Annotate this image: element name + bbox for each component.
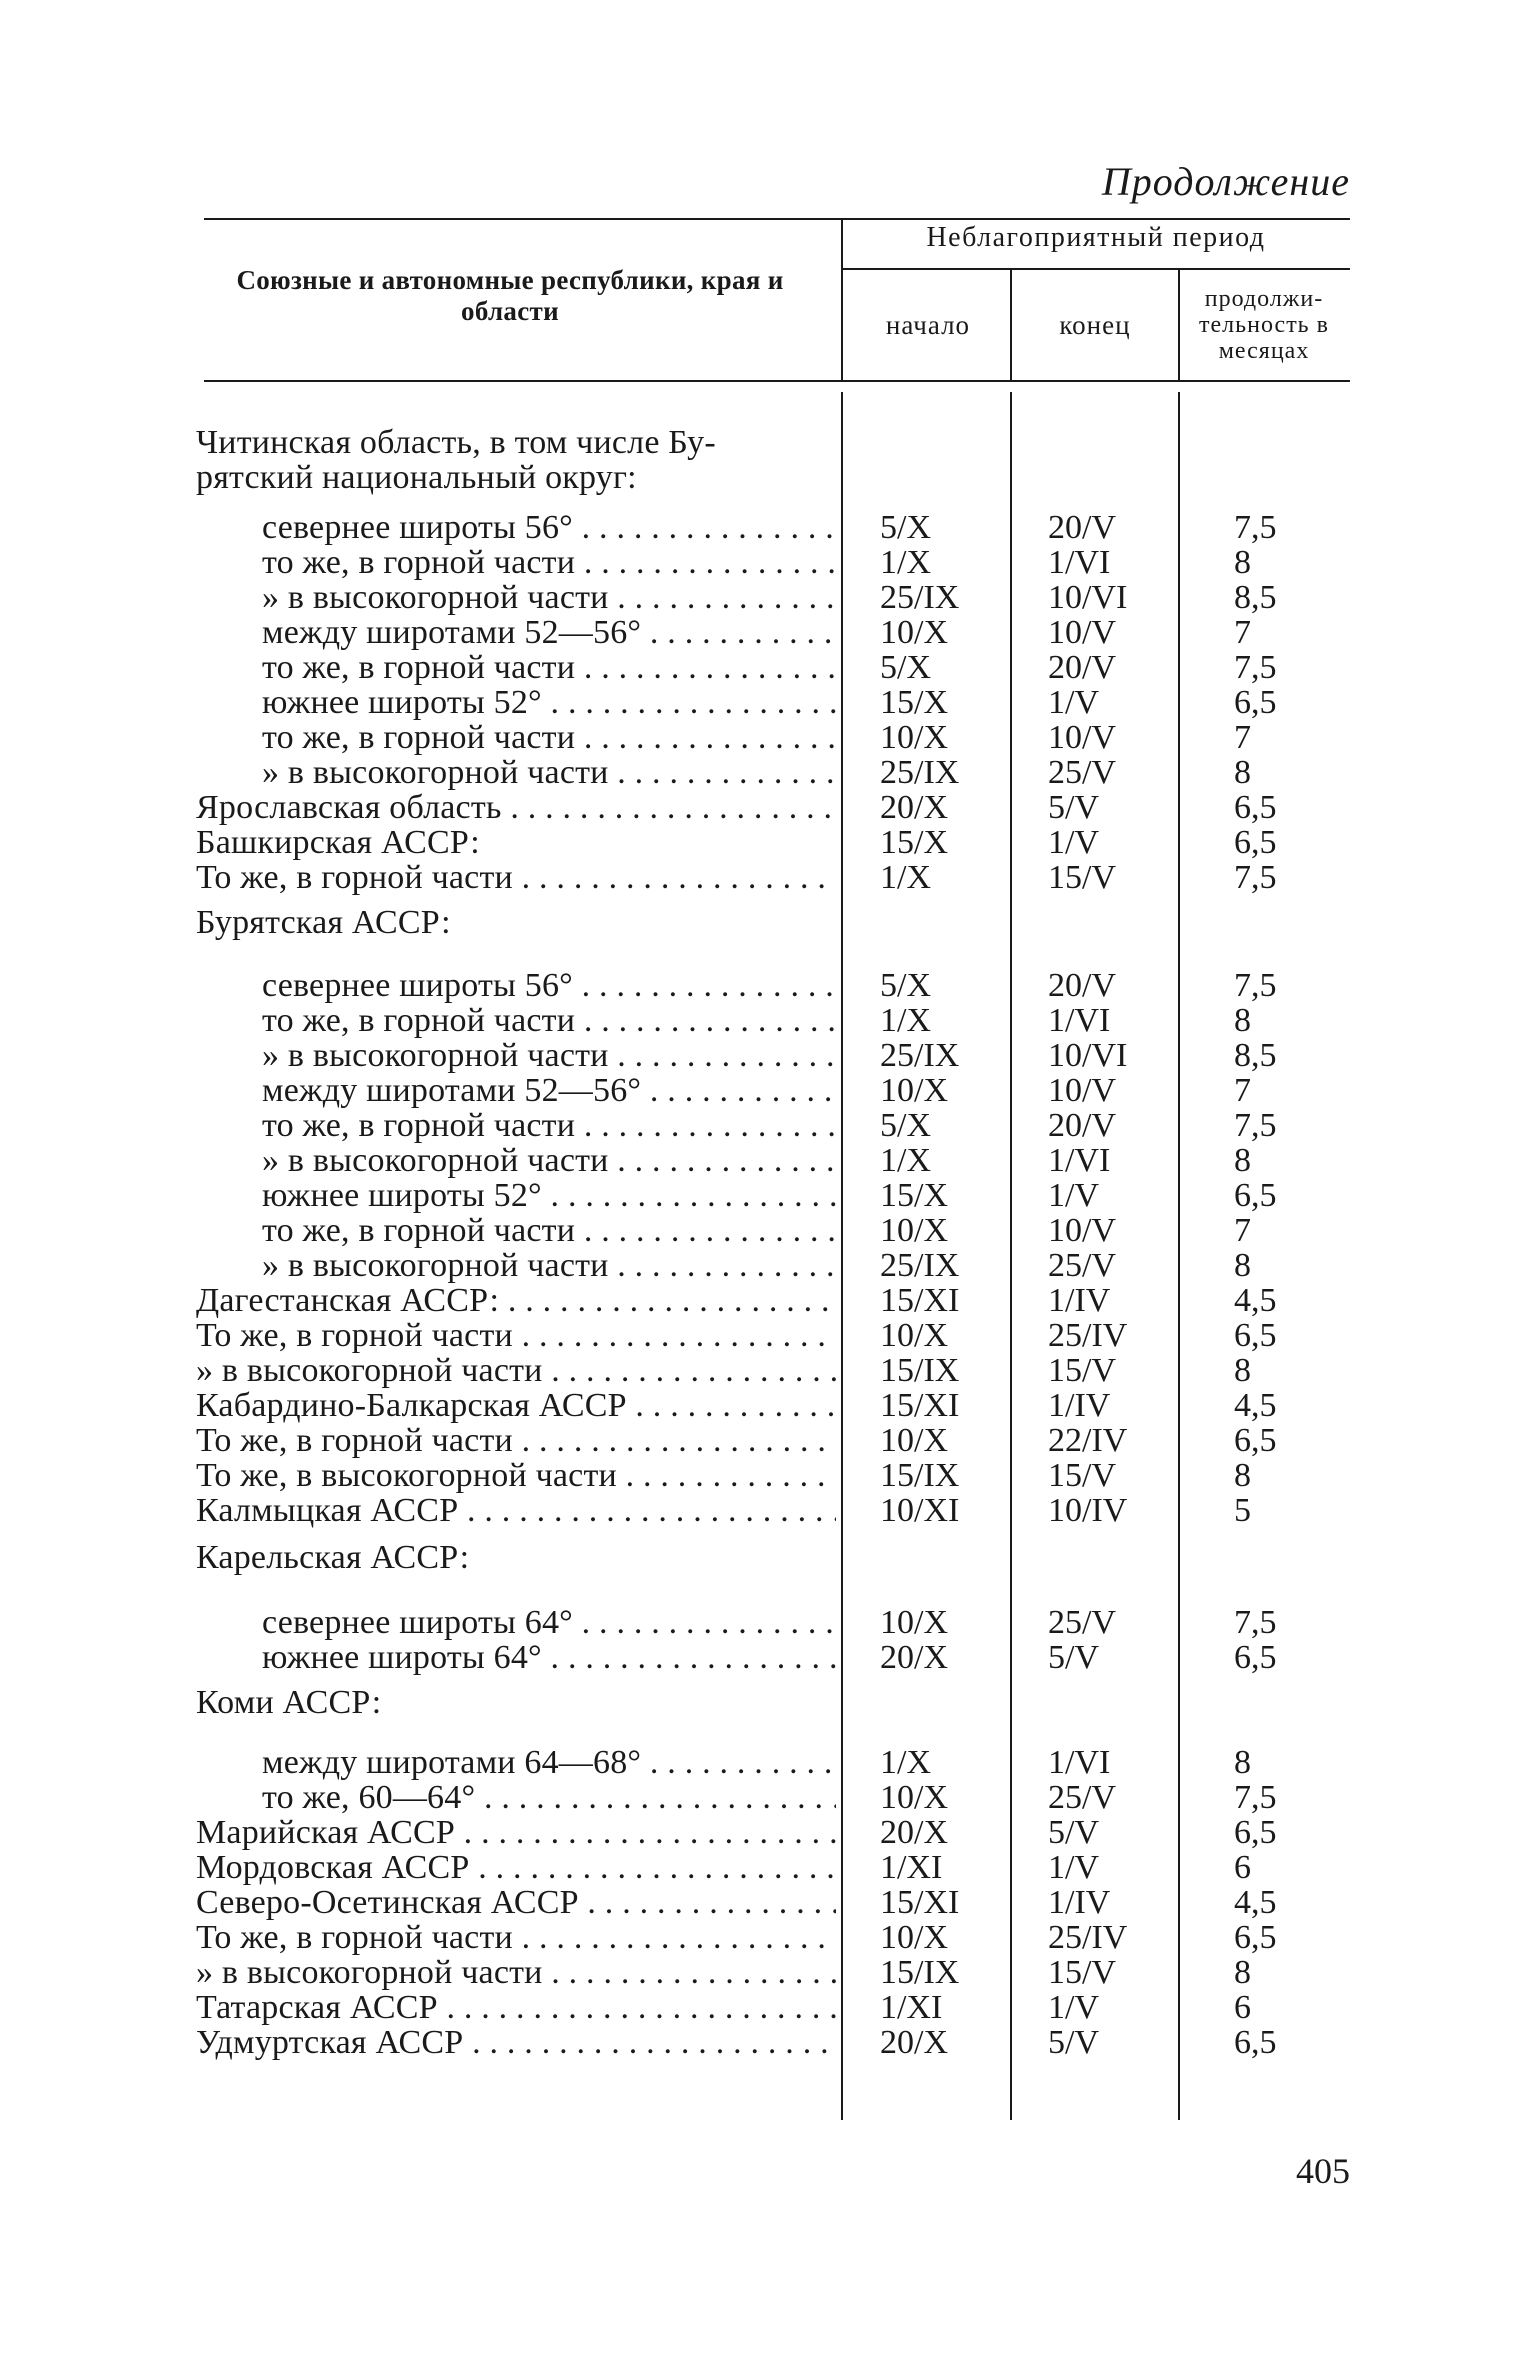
period-start: 10/XI: [880, 1492, 960, 1529]
period-start: 5/X: [880, 1107, 931, 1144]
region-name: Читинская область, в том числе Бу-: [196, 425, 716, 461]
region-name: » в высокогорной части . . .: [196, 1353, 836, 1389]
region-name: Татарская АССР . . .: [196, 1990, 836, 2026]
table-row: [0, 1605, 1534, 1641]
region-name: То же, в горной части . . .: [196, 1318, 836, 1354]
period-duration: 7,5: [1234, 859, 1277, 896]
period-duration: 6,5: [1234, 1177, 1277, 1214]
duration-column-header: продолжи-тельность в месяцах: [1199, 286, 1329, 364]
period-duration: 6: [1234, 1989, 1251, 2026]
period-duration: 7: [1234, 1212, 1251, 1249]
period-end: 10/V: [1048, 614, 1116, 651]
period-start: 15/X: [880, 824, 948, 861]
region-name: Северо-Осетинская АССР . . .: [196, 1885, 836, 1921]
region-name: то же, в горной части . . .: [262, 1108, 836, 1144]
period-duration: 8: [1234, 754, 1251, 791]
region-name: » в высокогорной части . . .: [196, 1955, 836, 1991]
period-end: 1/VI: [1048, 1142, 1111, 1179]
period-end: 1/VI: [1048, 544, 1111, 581]
continuation-label: Продолжение: [1101, 159, 1350, 204]
period-end: 25/IV: [1048, 1317, 1128, 1354]
region-name: южнее широты 64° . . .: [262, 1640, 836, 1676]
period-start: 10/X: [880, 719, 948, 756]
table-row: [0, 968, 1534, 1004]
period-end: 25/V: [1048, 1247, 1116, 1284]
period-duration: 6,5: [1234, 1919, 1277, 1956]
period-end: 5/V: [1048, 789, 1099, 826]
region-name: между широтами 52—56° . . .: [262, 1073, 836, 1109]
period-column-header: Неблагоприятный период: [926, 222, 1266, 253]
period-end: 1/V: [1048, 1849, 1099, 1886]
period-duration: 8: [1234, 1352, 1251, 1389]
period-duration: 8: [1234, 1744, 1251, 1781]
region-name: севернее широты 56° . . .: [262, 510, 836, 546]
period-end: 1/IV: [1048, 1884, 1111, 1921]
period-start: 5/X: [880, 649, 931, 686]
period-start: 20/X: [880, 2024, 948, 2061]
start-column-header: начало: [885, 310, 971, 340]
period-start: 10/X: [880, 1919, 948, 1956]
period-start: 15/IX: [880, 1352, 960, 1389]
region-name: Марийская АССР . . .: [196, 1815, 836, 1851]
period-duration: 7: [1234, 614, 1251, 651]
table-row: [0, 1885, 1534, 1921]
period-start: 25/IX: [880, 1247, 960, 1284]
table-row: [0, 580, 1534, 616]
region-column-header: Союзные и автономные республики, края и области: [236, 265, 784, 326]
period-end: 1/V: [1048, 1177, 1099, 1214]
period-duration: 7,5: [1234, 1779, 1277, 1816]
period-duration: 6,5: [1234, 824, 1277, 861]
table-row: [0, 510, 1534, 546]
region-name: То же, в горной части . . .: [196, 860, 836, 896]
region-name: Дагестанская АССР: . . .: [196, 1283, 836, 1319]
region-name: Удмуртская АССР . . .: [196, 2025, 836, 2061]
table-row: [0, 615, 1534, 651]
period-end: 1/IV: [1048, 1387, 1111, 1424]
period-start: 15/X: [880, 684, 948, 721]
region-name: Карельская АССР:: [196, 1540, 470, 1576]
table-row: [0, 1143, 1534, 1179]
table-row: [0, 790, 1534, 826]
table-row: [0, 1540, 1534, 1576]
period-start: 10/X: [880, 1604, 948, 1641]
region-name: Ярославская область . . .: [196, 790, 836, 826]
period-end: 10/V: [1048, 1212, 1116, 1249]
table-row: [0, 1745, 1534, 1781]
table-row: [0, 1955, 1534, 1991]
region-name: То же, в горной части . . .: [196, 1920, 836, 1956]
period-start: 1/X: [880, 544, 931, 581]
period-duration: 4,5: [1234, 1282, 1277, 1319]
period-start: 25/IX: [880, 754, 960, 791]
table-row: [0, 545, 1534, 581]
period-start: 10/X: [880, 1212, 948, 1249]
region-name: южнее широты 52° . . .: [262, 1178, 836, 1214]
region-name: Кабардино-Балкарская АССР . . .: [196, 1388, 836, 1424]
period-duration: 5: [1234, 1492, 1251, 1529]
period-end: 5/V: [1048, 1814, 1099, 1851]
period-end: 25/V: [1048, 1779, 1116, 1816]
period-start: 1/XI: [880, 1989, 943, 2026]
table-row: [0, 1493, 1534, 1529]
period-start: 10/X: [880, 614, 948, 651]
table-row: [0, 1003, 1534, 1039]
region-name: Башкирская АССР:: [196, 825, 480, 861]
table-row: [0, 1815, 1534, 1851]
table-row: [0, 905, 1534, 941]
period-start: 15/IX: [880, 1457, 960, 1494]
period-duration: 6,5: [1234, 1422, 1277, 1459]
region-name: » в высокогорной части . . .: [262, 580, 836, 616]
region-name: рятский национальный округ:: [196, 460, 637, 496]
period-duration: 7: [1234, 1072, 1251, 1109]
table-row: [0, 825, 1534, 861]
period-end: 10/V: [1048, 1072, 1116, 1109]
period-duration: 8: [1234, 1002, 1251, 1039]
table-row: [0, 1780, 1534, 1816]
period-duration: 6,5: [1234, 1317, 1277, 1354]
period-end: 25/V: [1048, 754, 1116, 791]
region-name: севернее широты 64° . . .: [262, 1605, 836, 1641]
region-name: то же, 60—64° . . .: [262, 1780, 836, 1816]
table-row: [0, 425, 1534, 461]
period-start: 20/X: [880, 789, 948, 826]
region-name: между широтами 64—68° . . .: [262, 1745, 836, 1781]
region-name: Мордовская АССР . . .: [196, 1850, 836, 1886]
period-start: 15/X: [880, 1177, 948, 1214]
period-duration: 6,5: [1234, 1814, 1277, 1851]
table-row: [0, 685, 1534, 721]
table-row: [0, 1213, 1534, 1249]
period-end: 20/V: [1048, 649, 1116, 686]
period-end: 1/VI: [1048, 1002, 1111, 1039]
period-duration: 6,5: [1234, 789, 1277, 826]
table-row: [0, 1388, 1534, 1424]
period-duration: 7,5: [1234, 649, 1277, 686]
table-row: [0, 650, 1534, 686]
region-name: » в высокогорной части . . .: [262, 755, 836, 791]
period-start: 15/IX: [880, 1954, 960, 1991]
period-duration: 6,5: [1234, 684, 1277, 721]
table-row: [0, 1178, 1534, 1214]
period-duration: 8,5: [1234, 579, 1277, 616]
period-end: 1/IV: [1048, 1282, 1111, 1319]
table-row: [0, 460, 1534, 496]
table-row: [0, 1108, 1534, 1144]
table-row: [0, 860, 1534, 896]
period-start: 15/XI: [880, 1884, 960, 1921]
period-start: 25/IX: [880, 1037, 960, 1074]
table-row: [0, 1248, 1534, 1284]
region-name: » в высокогорной части . . .: [262, 1038, 836, 1074]
period-duration: 8,5: [1234, 1037, 1277, 1074]
period-duration: 6,5: [1234, 1639, 1277, 1676]
table-row: [0, 1423, 1534, 1459]
region-name: То же, в горной части . . .: [196, 1423, 836, 1459]
period-start: 10/X: [880, 1422, 948, 1459]
period-duration: 7,5: [1234, 1604, 1277, 1641]
period-end: 5/V: [1048, 2024, 1099, 2061]
region-name: севернее широты 56° . . .: [262, 968, 836, 1004]
period-duration: 4,5: [1234, 1387, 1277, 1424]
region-name: » в высокогорной части . . .: [262, 1248, 836, 1284]
region-name: то же, в горной части . . .: [262, 720, 836, 756]
table-row: [0, 1640, 1534, 1676]
table-row: [0, 720, 1534, 756]
period-end: 15/V: [1048, 859, 1116, 896]
region-name: » в высокогорной части . . .: [262, 1143, 836, 1179]
period-end: 25/IV: [1048, 1919, 1128, 1956]
region-name: то же, в горной части . . .: [262, 650, 836, 686]
end-column-header: конец: [1059, 310, 1131, 340]
period-end: 20/V: [1048, 1107, 1116, 1144]
period-start: 1/X: [880, 859, 931, 896]
period-duration: 7,5: [1234, 509, 1277, 546]
period-duration: 7: [1234, 719, 1251, 756]
period-end: 20/V: [1048, 509, 1116, 546]
period-end: 25/V: [1048, 1604, 1116, 1641]
table-row: [0, 1038, 1534, 1074]
period-end: 1/VI: [1048, 1744, 1111, 1781]
table-row: [0, 1850, 1534, 1886]
table-row: [0, 755, 1534, 791]
region-name: Бурятская АССР:: [196, 905, 451, 941]
period-end: 20/V: [1048, 967, 1116, 1004]
table-row: [0, 1458, 1534, 1494]
table-row: [0, 1318, 1534, 1354]
table-row: [0, 1990, 1534, 2026]
region-name: Коми АССР:: [196, 1685, 382, 1721]
period-end: 1/V: [1048, 1989, 1099, 2026]
period-start: 10/X: [880, 1317, 948, 1354]
region-name: между широтами 52—56° . . .: [262, 615, 836, 651]
period-start: 20/X: [880, 1639, 948, 1676]
period-duration: 8: [1234, 544, 1251, 581]
period-duration: 7,5: [1234, 1107, 1277, 1144]
period-duration: 6: [1234, 1849, 1251, 1886]
period-end: 22/IV: [1048, 1422, 1128, 1459]
region-name: то же, в горной части . . .: [262, 1213, 836, 1249]
region-name: Калмыцкая АССР . . .: [196, 1493, 836, 1529]
period-end: 1/V: [1048, 684, 1099, 721]
period-end: 10/VI: [1048, 579, 1128, 616]
period-start: 10/X: [880, 1779, 948, 1816]
period-duration: 8: [1234, 1142, 1251, 1179]
table-row: [0, 1073, 1534, 1109]
period-end: 15/V: [1048, 1954, 1116, 1991]
table-row: [0, 1685, 1534, 1721]
region-name: южнее широты 52° . . .: [262, 685, 836, 721]
page-number: 405: [1296, 2151, 1350, 2191]
period-start: 20/X: [880, 1814, 948, 1851]
period-end: 15/V: [1048, 1352, 1116, 1389]
period-end: 15/V: [1048, 1457, 1116, 1494]
period-start: 15/XI: [880, 1387, 960, 1424]
period-start: 1/X: [880, 1744, 931, 1781]
region-name: то же, в горной части . . .: [262, 1003, 836, 1039]
period-duration: 8: [1234, 1954, 1251, 1991]
period-start: 1/X: [880, 1142, 931, 1179]
period-start: 10/X: [880, 1072, 948, 1109]
period-start: 5/X: [880, 509, 931, 546]
region-name: То же, в высокогорной части . . .: [196, 1458, 836, 1494]
region-name: то же, в горной части . . .: [262, 545, 836, 581]
period-duration: 6,5: [1234, 2024, 1277, 2061]
period-duration: 4,5: [1234, 1884, 1277, 1921]
period-start: 1/XI: [880, 1849, 943, 1886]
period-end: 10/VI: [1048, 1037, 1128, 1074]
period-start: 15/XI: [880, 1282, 960, 1319]
period-end: 10/V: [1048, 719, 1116, 756]
period-start: 25/IX: [880, 579, 960, 616]
period-duration: 8: [1234, 1457, 1251, 1494]
period-start: 5/X: [880, 967, 931, 1004]
table-row: [0, 2025, 1534, 2061]
table-row: [0, 1353, 1534, 1389]
period-end: 1/V: [1048, 824, 1099, 861]
period-duration: 8: [1234, 1247, 1251, 1284]
period-end: 5/V: [1048, 1639, 1099, 1676]
table-row: [0, 1283, 1534, 1319]
period-end: 10/IV: [1048, 1492, 1128, 1529]
table-row: [0, 1920, 1534, 1956]
period-start: 1/X: [880, 1002, 931, 1039]
period-duration: 7,5: [1234, 967, 1277, 1004]
